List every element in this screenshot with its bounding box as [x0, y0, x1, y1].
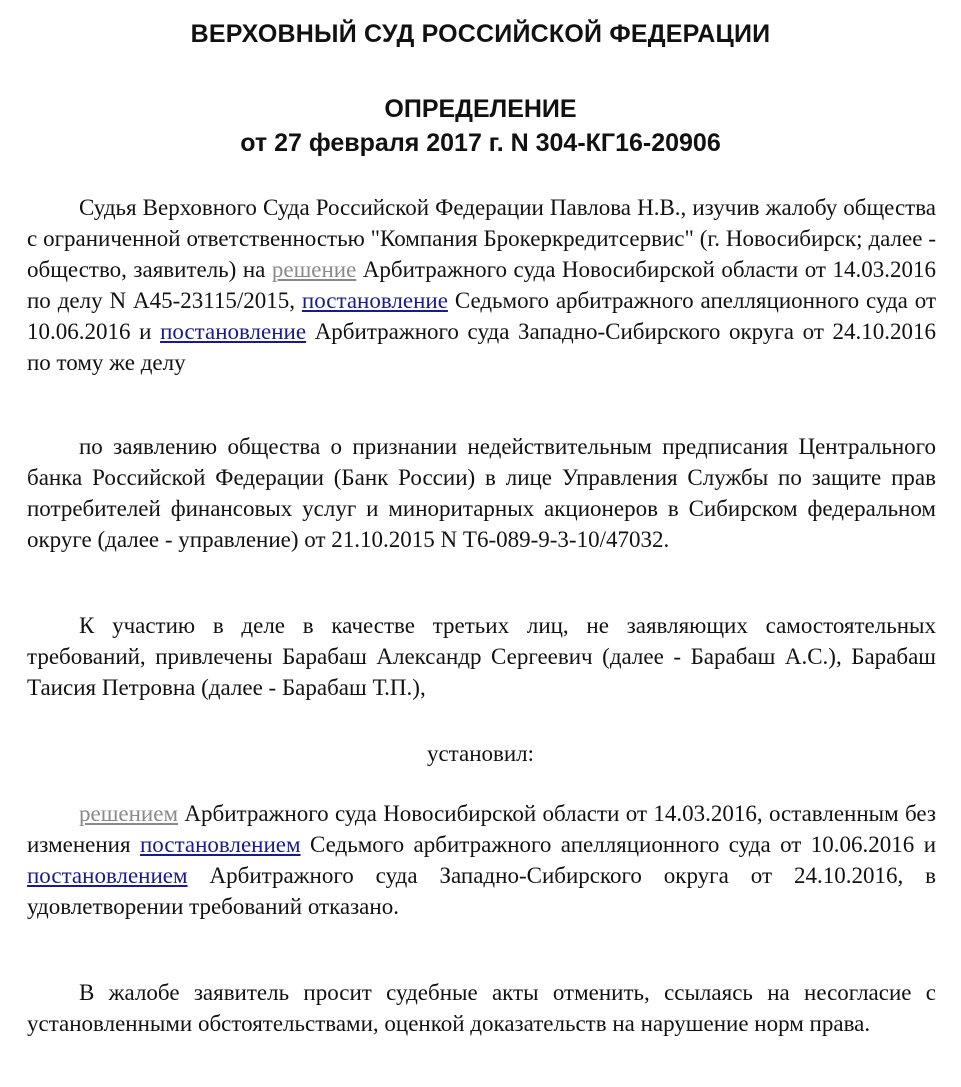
link-appeal-resolution[interactable]: постановлением	[139, 832, 301, 857]
paragraph-third-parties: К участию в деле в качестве третьих лиц, не заявляющих самостоятельных требований, привлечены Барабаш Александр Сергеевич (далее - Барабаш А.С.), Барабаш Таисия Петровна (далее - Барабаш Т.П.),	[27, 613, 936, 700]
link-decision[interactable]: решением	[79, 801, 179, 826]
text-segment: Судья Верховного Суда Российской Федерации Павлова Н.В., изучив жалобу общества с ограниченной ответственностью "Компания Брокеркредитсервис" (г. Новосибирск; далее - общество, заявитель) на	[27, 195, 936, 282]
document-number: от 27 февраля 2017 г. N 304-КГ16-20906	[240, 129, 721, 157]
paragraph-claim: по заявлению общества о признании недействительным предписания Центрального банка Российской Федерации (Банк России) в лице Управления Службы по защите прав потребителей финансовых услуг и миноритарных акционеров в Сибирском федеральном округе (далее - управление) от 21.10.2015 N Т6-089-9-3-10/47032.	[27, 434, 936, 552]
text-segment: Арбитражного суда Западно-Сибирского округа от 24.10.2016 по тому же делу	[27, 319, 937, 375]
text-segment: Седьмого арбитражного апелляционного суда от 10.06.2016 и	[27, 288, 936, 344]
document-title	[0, 92, 961, 160]
paragraph-intro	[27, 192, 936, 378]
text-segment: Арбитражного суда Новосибирской области от 14.03.2016 по делу N А45-23115/2015,	[27, 257, 936, 313]
document-type: ОПРЕДЕЛЕНИЕ	[384, 95, 577, 123]
link-appeal-resolution[interactable]: постановление	[301, 288, 448, 313]
link-decision[interactable]: решение	[271, 257, 357, 282]
established-heading: установил:	[426, 741, 535, 766]
court-name: ВЕРХОВНЫЙ СУД РОССИЙСКОЙ ФЕДЕРАЦИИ	[190, 20, 771, 48]
paragraph-established	[27, 798, 936, 922]
link-cassation-resolution[interactable]: постановлением	[27, 863, 188, 888]
text-segment: Седьмого арбитражного апелляционного суда от 10.06.2016 и	[300, 832, 936, 857]
link-cassation-resolution[interactable]: постановление	[160, 319, 307, 344]
paragraph-complaint: В жалобе заявитель просит судебные акты отменить, ссылаясь на несогласие с установленными обстоятельствами, оценкой доказательств на нарушение норм права.	[27, 980, 936, 1036]
text-segment: Арбитражного суда Западно-Сибирского округа от 24.10.2016, в удовлетворении требований отказано.	[27, 863, 936, 919]
text-segment: Арбитражного суда Новосибирской области от 14.03.2016, оставленным без изменения	[27, 801, 936, 857]
